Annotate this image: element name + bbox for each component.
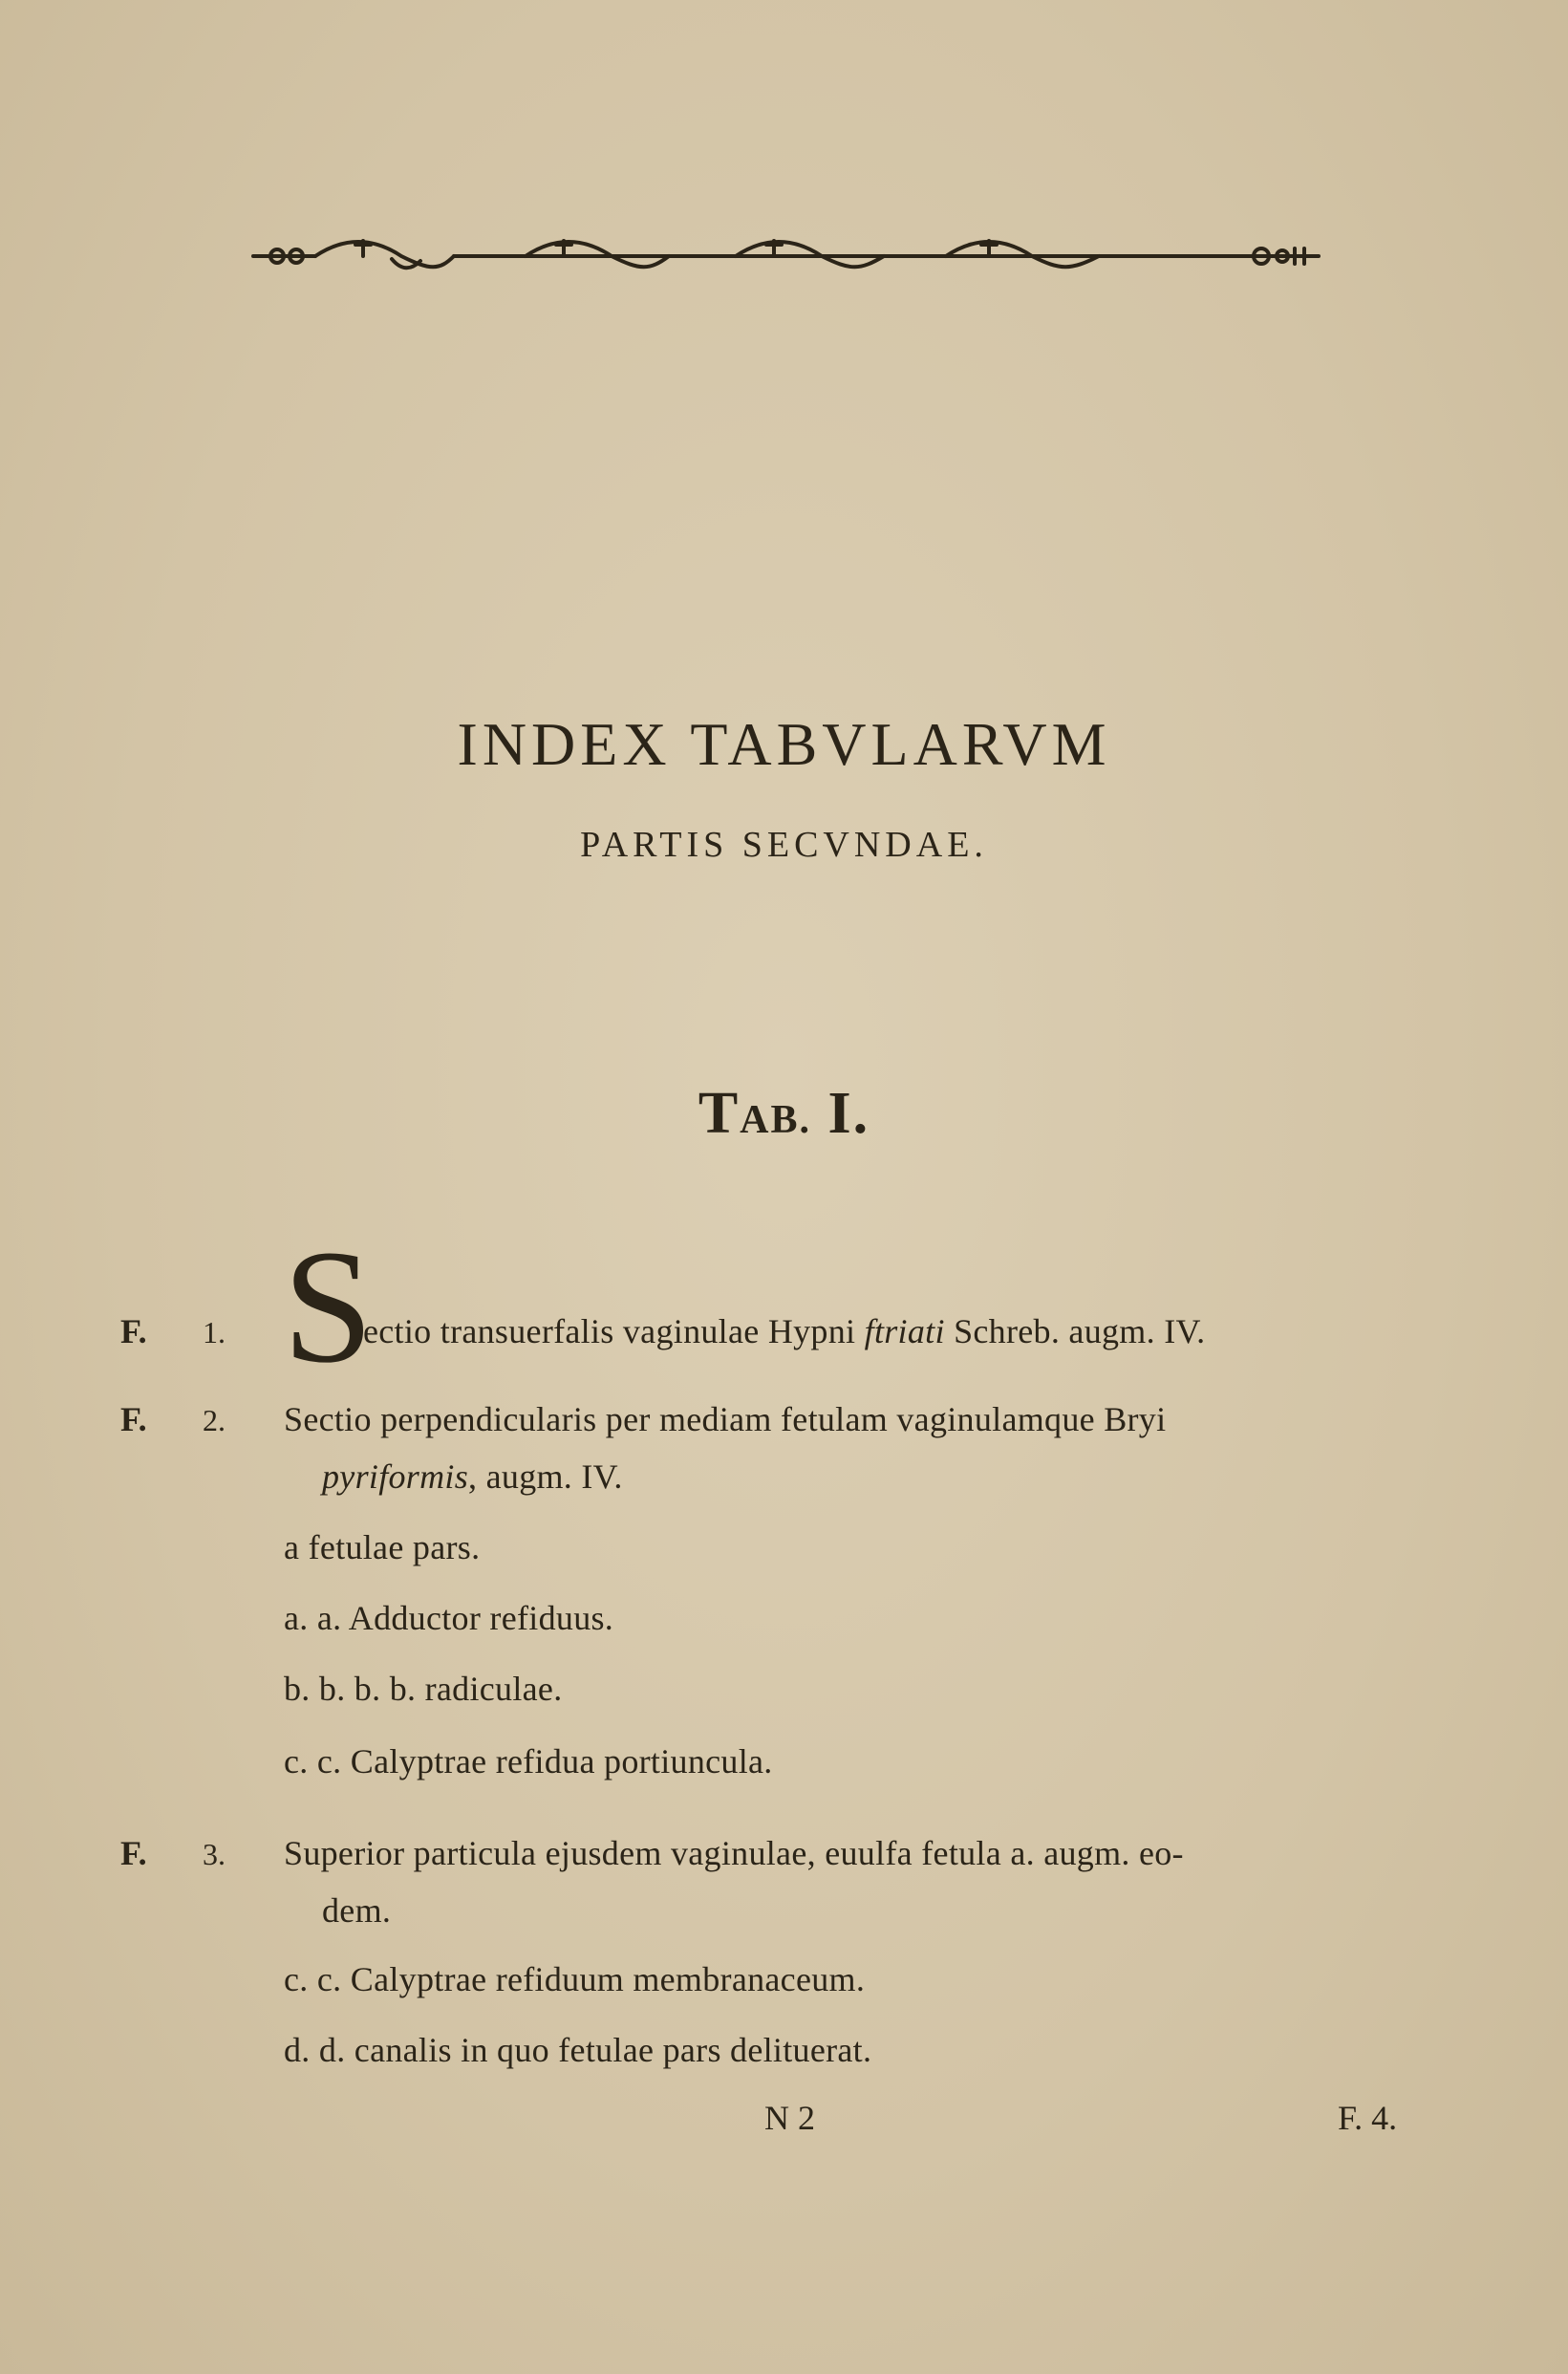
printer-signature: N 2: [764, 2099, 815, 2137]
caption-text: , augm. IV.: [468, 1457, 623, 1496]
figure-number: 3.: [203, 1837, 226, 1871]
caption-text: ectio transuerfalis vaginulae Hypni: [363, 1312, 865, 1350]
figure-caption-line: dem.: [322, 1891, 392, 1930]
index-subtitle: PARTIS SECVNDAE.: [580, 825, 988, 865]
figure-caption-line: [322, 1457, 623, 1497]
species-name: pyriformis: [322, 1457, 469, 1496]
drop-cap: S: [283, 1217, 374, 1396]
figure-label: F.: [120, 1834, 147, 1872]
plate-numeral: I.: [827, 1081, 870, 1146]
decorative-rule-icon: [248, 227, 1323, 285]
plate-heading: [0, 1080, 1568, 1148]
figure-label: F.: [120, 1400, 147, 1438]
catchword: F. 4.: [1338, 2099, 1398, 2137]
figure-label: F.: [120, 1312, 147, 1350]
index-title: INDEX TABVLARVM: [457, 710, 1111, 778]
figure-number: 2.: [203, 1403, 226, 1437]
legend-item: d. d. canalis in quo fetulae pars delituerat.: [284, 2031, 872, 2069]
caption-text: Schreb. augm. IV.: [944, 1312, 1206, 1350]
plate-heading-initial: T: [698, 1081, 741, 1146]
legend-item: a fetulae pars.: [284, 1528, 481, 1566]
species-name: ftriati: [864, 1312, 945, 1350]
plate-heading-rest: AB.: [740, 1098, 812, 1142]
legend-item: c. c. Calyptrae refidua portiuncula.: [284, 1742, 773, 1780]
figure-caption-line: Superior particula ejusdem vaginulae, euulfa fetula a. augm. eo-: [284, 1834, 1184, 1872]
figure-number: 1.: [203, 1315, 226, 1349]
legend-item: a. a. Adductor refiduus.: [284, 1599, 614, 1637]
figure-caption-line: [363, 1311, 1205, 1351]
legend-item: c. c. Calyptrae refiduum membranaceum.: [284, 1960, 866, 1998]
figure-caption-line: Sectio perpendicularis per mediam fetulam vaginulamque Bryi: [284, 1400, 1167, 1438]
legend-item: b. b. b. b. radiculae.: [284, 1670, 563, 1708]
